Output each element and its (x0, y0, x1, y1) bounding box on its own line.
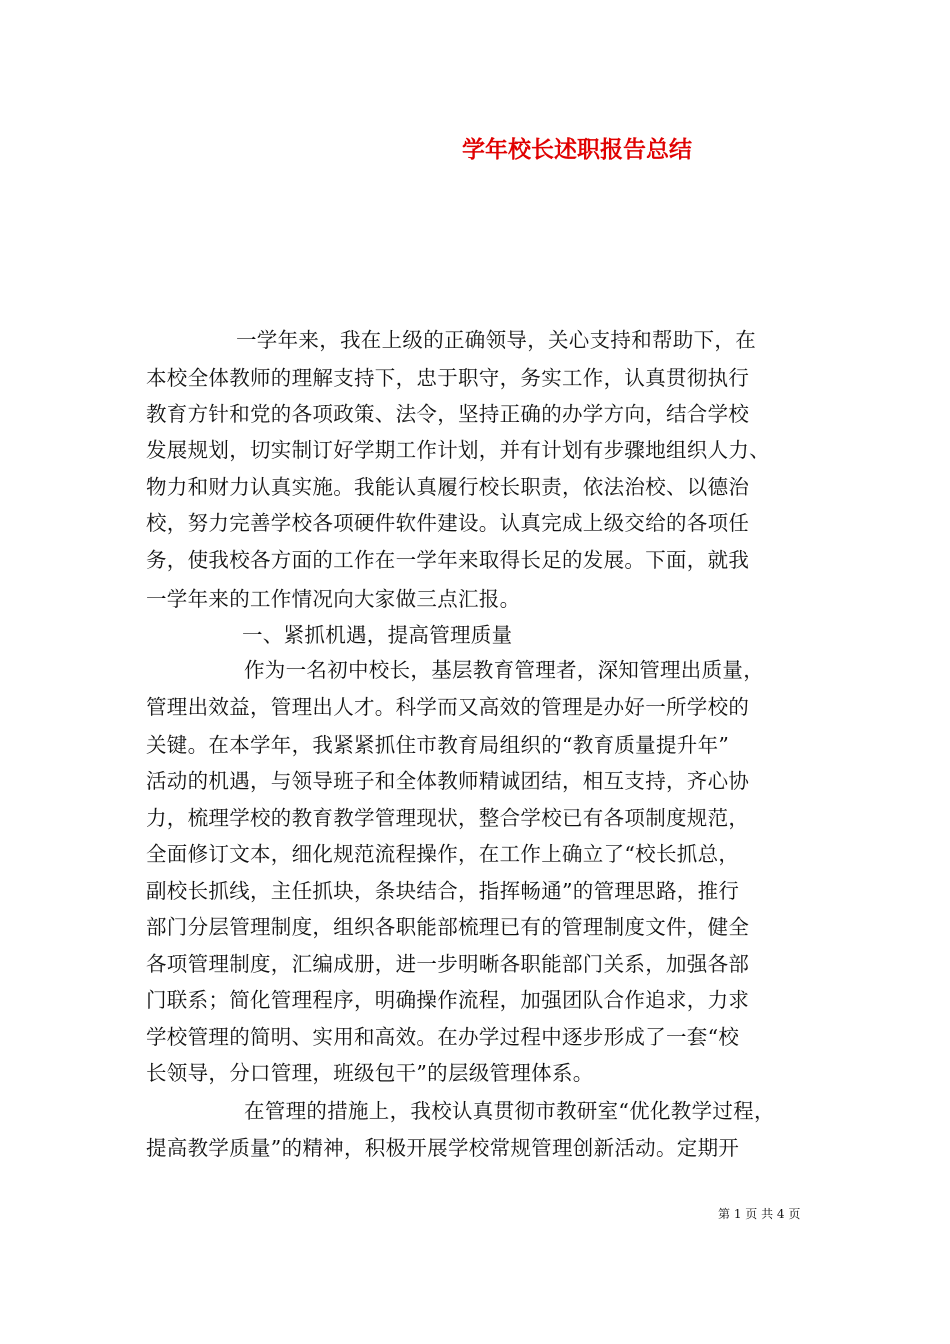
body-line: 一学年来的工作情况向大家做三点汇报。 (146, 587, 521, 611)
body-line: 物力和财力认真实施。我能认真履行校长职责，依法治校、以德治 (146, 475, 750, 499)
body-line: 在管理的措施上，我校认真贯彻市教研室“优化教学过程， (244, 1099, 775, 1123)
body-line: 管理出效益，管理出人才。科学而又高效的管理是办好一所学校的 (146, 695, 750, 719)
body-line: 门联系；简化管理程序，明确操作流程，加强团队合作追求，力求 (146, 988, 750, 1012)
body-line: 本校全体教师的理解支持下，忠于职守，务实工作，认真贯彻执行 (146, 366, 750, 390)
body-line: 学校管理的简明、实用和高效。在办学过程中逐步形成了一套“校 (146, 1025, 740, 1049)
body-line: 各项管理制度，汇编成册，进一步明晰各职能部门关系，加强各部 (146, 952, 750, 976)
body-line: 力，梳理学校的教育教学管理现状，整合学校已有各项制度规范， (146, 806, 750, 830)
body-line: 务，使我校各方面的工作在一学年来取得长足的发展。下面，就我 (146, 548, 750, 572)
body-line: 长领导，分口管理，班级包干”的层级管理体系。 (146, 1061, 594, 1085)
body-line: 部门分层管理制度，组织各职能部梳理已有的管理制度文件，健全 (146, 915, 750, 939)
body-line: 提高教学质量”的精神，积极开展学校常规管理创新活动。定期开 (146, 1136, 740, 1160)
document-title: 学年校长述职报告总结 (462, 136, 692, 163)
body-line: 发展规划，切实制订好学期工作计划，并有计划有步骤地组织人力、 (146, 438, 770, 462)
page-number: 第 1 页 共 4 页 (718, 1207, 801, 1221)
body-line: 副校长抓线，主任抓块，条块结合，指挥畅通”的管理思路，推行 (146, 879, 740, 903)
body-line: 校，努力完善学校各项硬件软件建设。认真完成上级交给的各项任 (146, 511, 750, 535)
body-line: 全面修订文本，细化规范流程操作，在工作上确立了“校长抓总， (146, 842, 740, 866)
section-heading: 一、紧抓机遇，提高管理质量 (242, 623, 513, 647)
body-line: 关键。在本学年，我紧紧抓住市教育局组织的“教育质量提升年” (146, 733, 730, 757)
body-line: 一学年来，我在上级的正确领导，关心支持和帮助下，在 (236, 328, 756, 352)
body-line: 活动的机遇，与领导班子和全体教师精诚团结，相互支持，齐心协 (146, 769, 750, 793)
body-line: 教育方针和党的各项政策、法令，坚持正确的办学方向，结合学校 (146, 402, 750, 426)
body-line: 作为一名初中校长，基层教育管理者，深知管理出质量， (244, 658, 764, 682)
